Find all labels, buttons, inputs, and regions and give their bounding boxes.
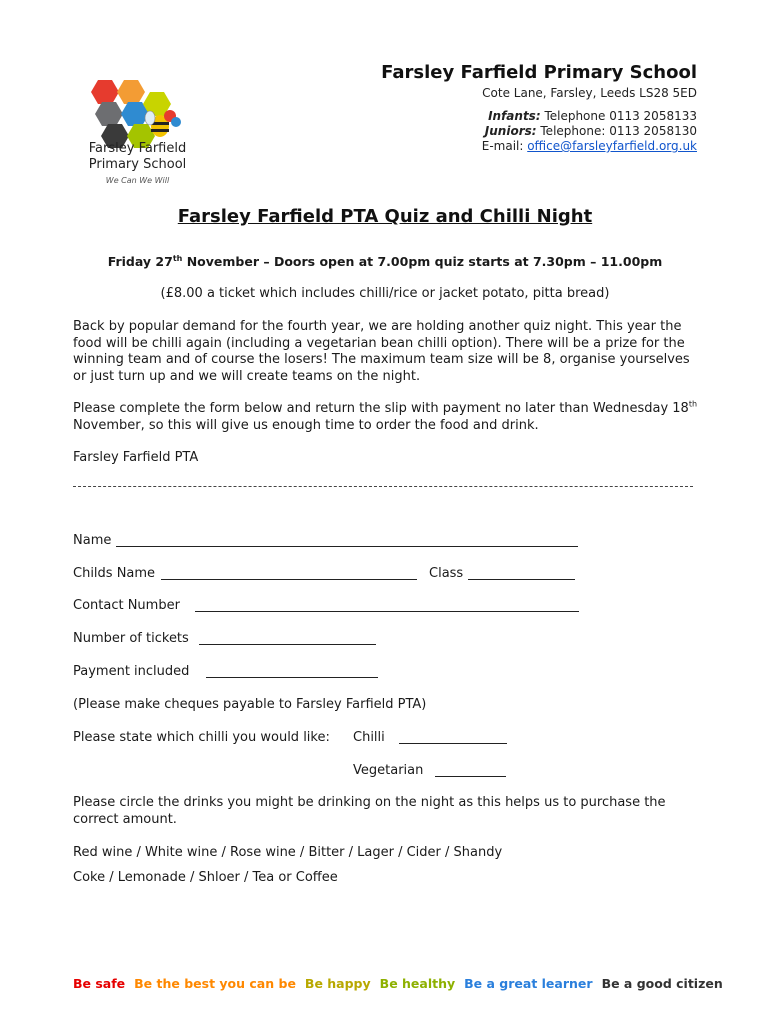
contact-number-field[interactable] [195, 611, 579, 612]
payment-label: Payment included [73, 664, 190, 679]
email-line [482, 139, 697, 153]
return-rest: November, so this will give us enough time to order the food and drink. [73, 417, 539, 433]
contact-number-label: Contact Number [73, 598, 180, 613]
vegetarian-quantity-field[interactable] [435, 776, 506, 777]
tickets-field[interactable] [199, 644, 376, 645]
cheques-note: (Please make cheques payable to Farsley Farfield PTA) [73, 697, 427, 712]
tickets-label: Number of tickets [73, 631, 189, 646]
logo-hexagon-grey [95, 102, 123, 126]
value-be-safe: Be safe [73, 976, 126, 991]
juniors-label: Juniors: [484, 124, 537, 138]
intro-paragraph: Back by popular demand for the fourth year, we are holding another quiz night. This year the food will be chilli again (including a vegetarian bean chilli option). There will be a prize for the winning team and of course the losers! The maximum team size will be 8, organise yourselves or just turn up and we will create teams on the night. [73, 319, 690, 384]
date-prefix: Friday 27 [107, 254, 173, 270]
juniors-phone-line [485, 124, 697, 138]
logo-hexagon-red [91, 80, 119, 104]
date-rest: November – Doors open at 7.00pm quiz starts at 7.30pm – 11.00pm [182, 254, 663, 270]
cut-line-divider [73, 486, 693, 487]
school-address: Cote Lane, Farsley, Leeds LS28 5ED [482, 86, 697, 100]
name-label: Name [73, 533, 112, 548]
logo-school-name [80, 141, 195, 173]
infants-phone: Telephone 0113 2058133 [540, 109, 697, 123]
value-be-a-good-citizen: Be a good citizen [601, 976, 723, 991]
class-field[interactable] [468, 579, 575, 580]
event-title: Farsley Farfield PTA Quiz and Chilli Night [177, 206, 593, 227]
school-name-heading: Farsley Farfield Primary School [381, 62, 697, 83]
drinks-options-line1: Red wine / White wine / Rose wine / Bitter / Lager / Cider / Shandy [73, 845, 503, 860]
class-label: Class [429, 566, 464, 581]
email-label: E-mail: [481, 139, 528, 153]
school-values-footer [73, 976, 723, 991]
chilli-option-label: Chilli [353, 730, 385, 745]
value-be-a-great-learner: Be a great learner [464, 976, 593, 991]
logo-motto: We Can We Will [105, 176, 170, 185]
payment-field[interactable] [206, 677, 378, 678]
logo-name-line1: Farsley Farfield [88, 141, 187, 156]
value-be-happy: Be happy [304, 976, 371, 991]
return-instructions [73, 401, 703, 434]
child-name-field[interactable] [161, 579, 417, 580]
event-date-line [0, 254, 770, 269]
logo-name-line2: Primary School [88, 157, 187, 172]
juniors-phone: Telephone: 0113 2058130 [536, 124, 697, 138]
vegetarian-option-label: Vegetarian [353, 763, 424, 778]
drinks-options-line2: Coke / Lemonade / Shloer / Tea or Coffee [73, 870, 338, 885]
return-suffix: th [688, 399, 698, 409]
drinks-prompt: Please circle the drinks you might be drinking on the night as this helps us to purchase the correct amount. [73, 795, 666, 827]
email-link[interactable]: office@farsleyfarfield.org.uk [527, 139, 697, 153]
chilli-prompt: Please state which chilli you would like: [73, 730, 330, 745]
infants-label: Infants: [488, 109, 541, 123]
return-prefix: Please complete the form below and return the slip with payment no later than Wednesday 18 [73, 401, 689, 416]
infants-phone-line [488, 109, 697, 123]
pta-signoff: Farsley Farfield PTA [73, 450, 199, 465]
ticket-price: (£8.00 a ticket which includes chilli/rice or jacket potato, pitta bread) [160, 286, 610, 301]
chilli-quantity-field[interactable] [399, 743, 507, 744]
child-name-label: Childs Name [73, 566, 156, 581]
logo-hexagon-orange [117, 80, 145, 104]
value-be-the-best: Be the best you can be [134, 976, 296, 991]
date-suffix: th [172, 254, 183, 263]
name-field[interactable] [116, 546, 578, 547]
value-be-healthy: Be healthy [379, 976, 456, 991]
